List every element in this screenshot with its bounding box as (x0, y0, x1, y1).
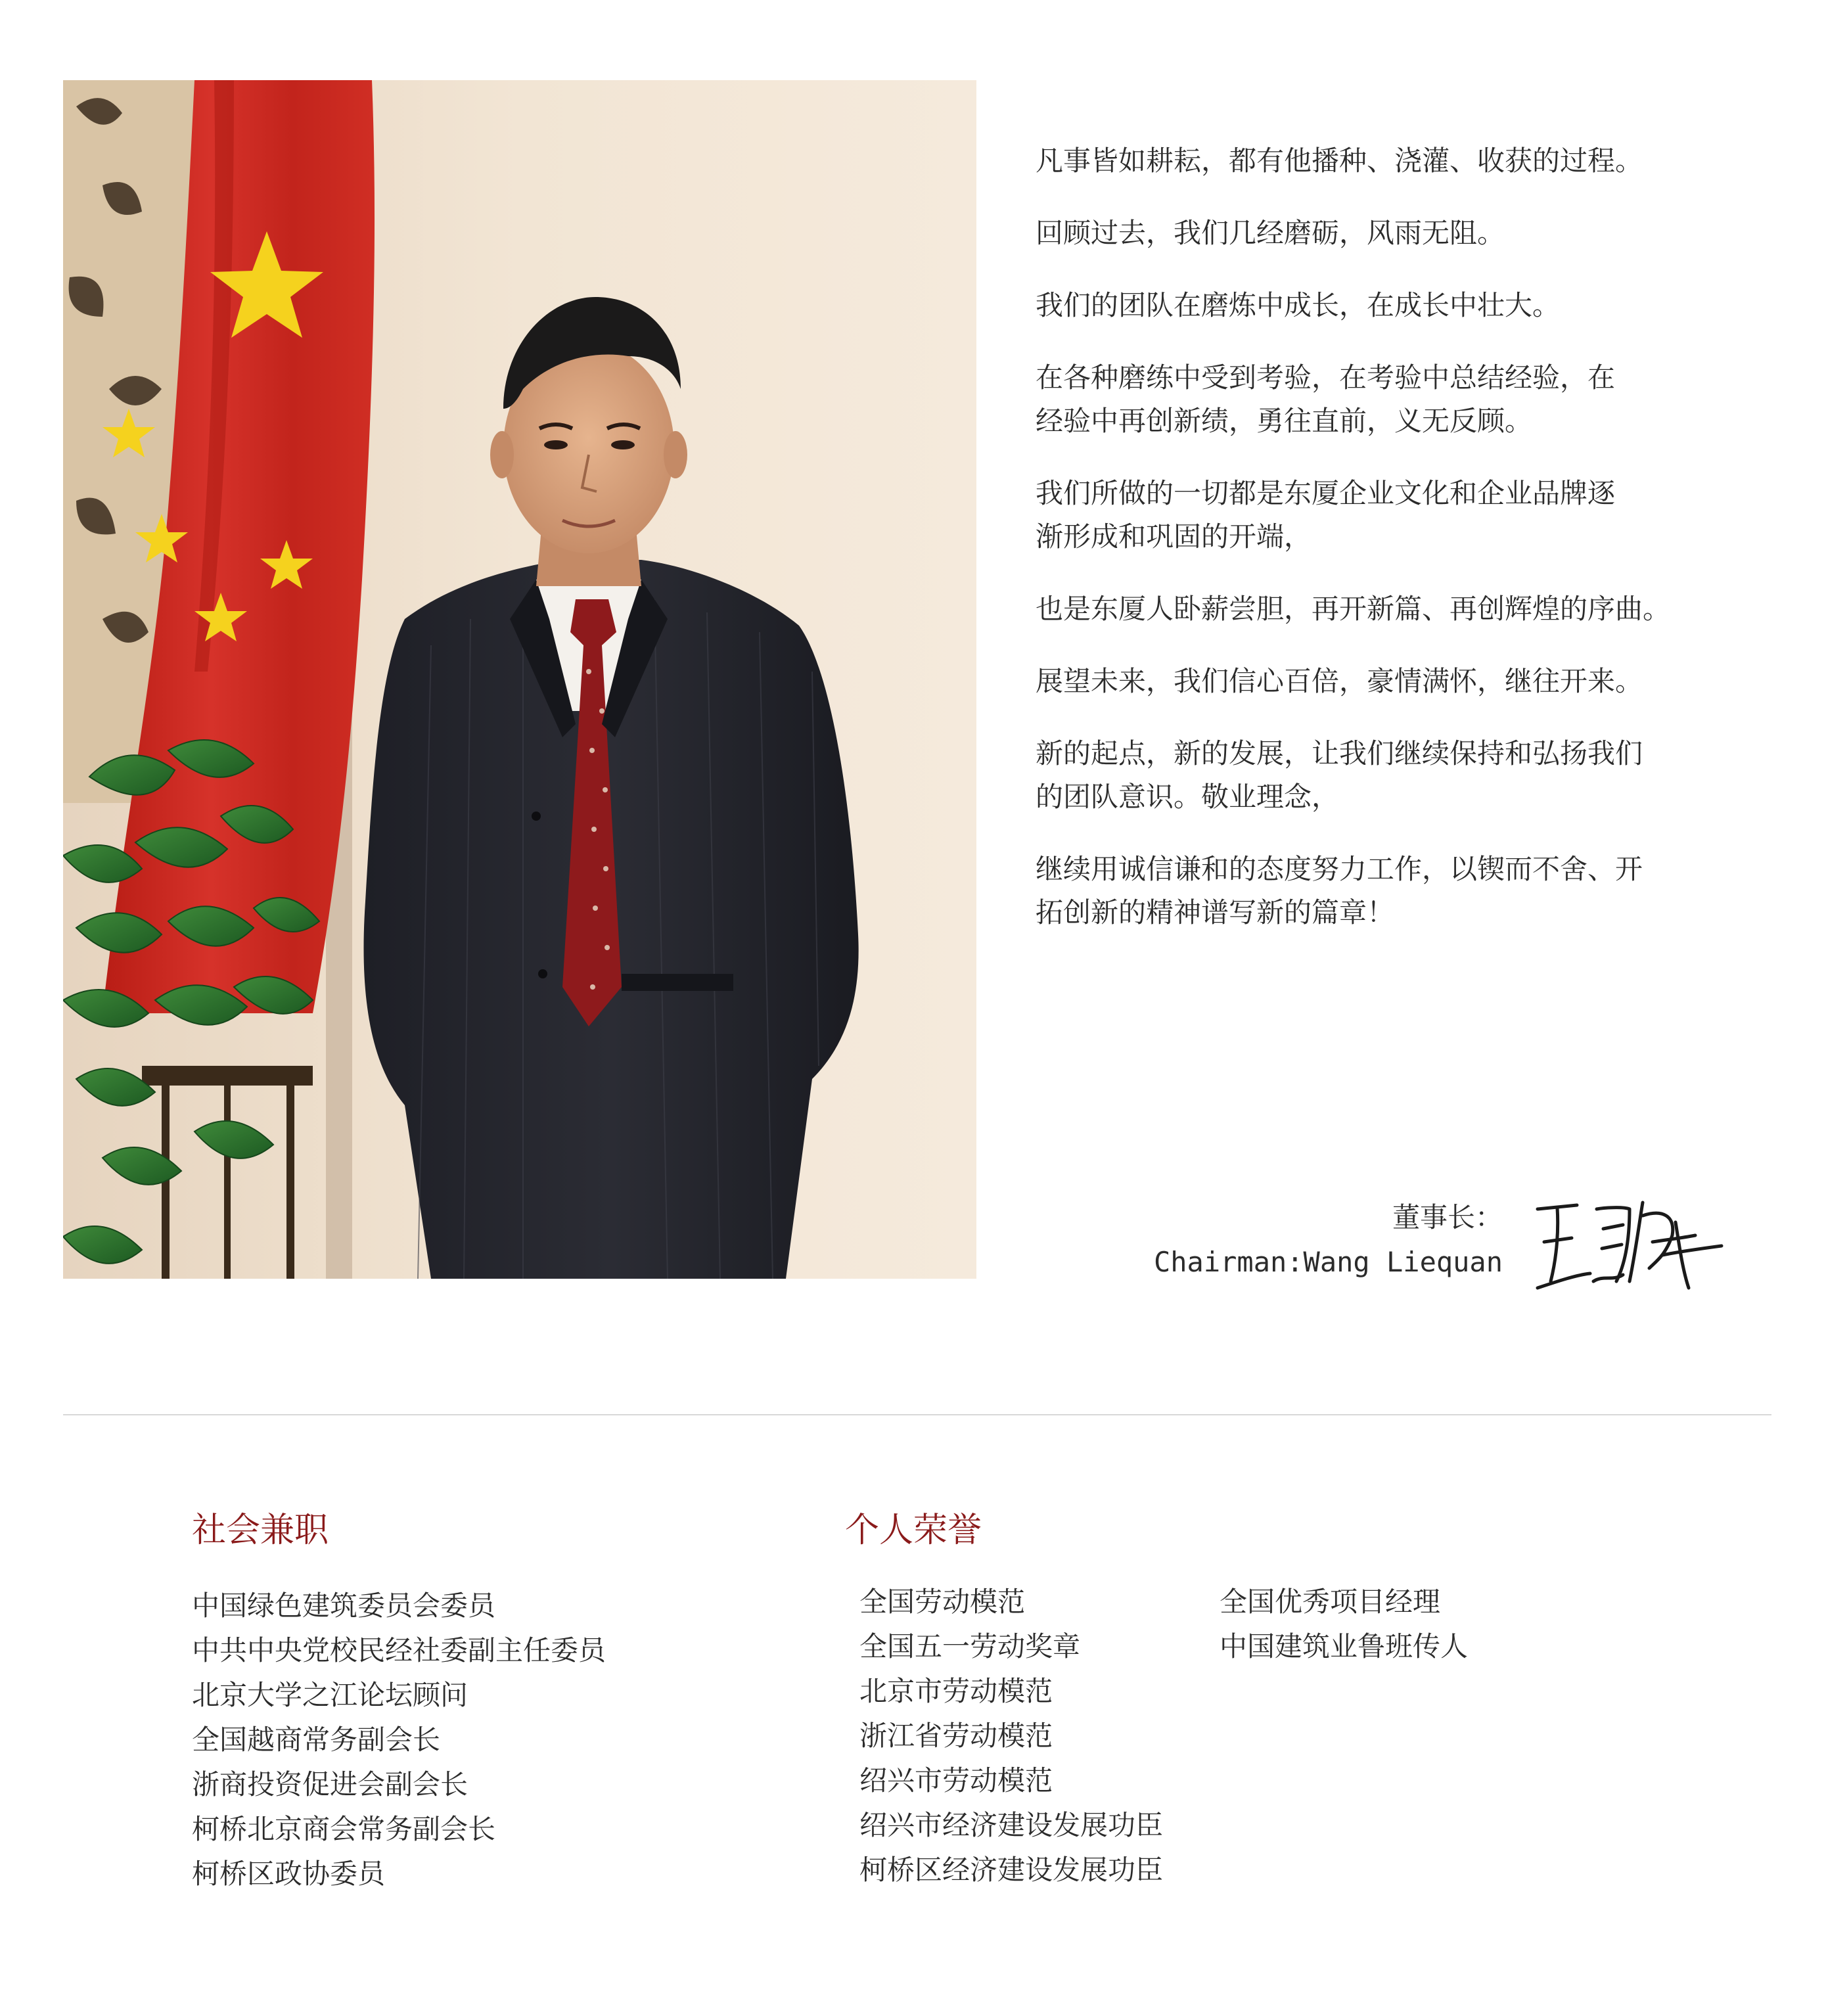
social-roles-heading: 社会兼职 (192, 1511, 329, 1550)
list-item: 北京市劳动模范 (859, 1675, 1053, 1707)
section-divider (63, 1414, 1771, 1415)
list-item: 柯桥区政协委员 (192, 1858, 386, 1890)
list-item: 绍兴市经济建设发展功臣 (859, 1809, 1164, 1841)
list-item: 柯桥区经济建设发展功臣 (859, 1854, 1164, 1886)
message-paragraph: 也是东厦人卧薪尝胆，再开新篇、再创辉煌的序曲。 (1036, 593, 1671, 625)
handwritten-signature-icon (1531, 1183, 1728, 1301)
list-item: 全国越商常务副会长 (192, 1724, 441, 1756)
chairman-portrait-photo (63, 80, 976, 1279)
honors-list-column-b (1220, 1580, 1468, 1669)
list-item: 北京大学之江论坛顾问 (192, 1679, 468, 1711)
list-item: 中国建筑业鲁班传人 (1220, 1630, 1469, 1662)
message-paragraph: 凡事皆如耕耘，都有他播种、浇灌、收获的过程。 (1036, 145, 1643, 177)
portrait-illustration (63, 80, 976, 1279)
message-paragraph: 回顾过去，我们几经磨砺，风雨无阻。 (1036, 217, 1505, 249)
list-item: 全国劳动模范 (859, 1586, 1026, 1618)
social-roles-list (192, 1584, 606, 1896)
honors-list-column-a (859, 1580, 1163, 1892)
chairman-message (1036, 139, 1752, 963)
list-item: 全国优秀项目经理 (1220, 1586, 1441, 1618)
message-paragraph: 展望未来，我们信心百倍，豪情满怀，继往开来。 (1036, 665, 1643, 697)
message-paragraph: 新的起点，新的发展，让我们继续保持和弘扬我们 的团队意识。敬业理念， (1036, 737, 1643, 813)
message-paragraph: 我们的团队在磨炼中成长，在成长中壮大。 (1036, 289, 1561, 321)
list-item: 中国绿色建筑委员会委员 (192, 1590, 496, 1622)
list-item: 中共中央党校民经社委副主任委员 (192, 1634, 606, 1666)
list-item: 绍兴市劳动模范 (859, 1764, 1053, 1797)
message-paragraph: 继续用诚信谦和的态度努力工作，以锲而不舍、开 拓创新的精神谱写新的篇章！ (1036, 853, 1643, 928)
list-item: 柯桥北京商会常务副会长 (192, 1813, 496, 1845)
honors-heading: 个人荣誉 (845, 1511, 982, 1550)
message-paragraph: 我们所做的一切都是东厦企业文化和企业品牌逐 渐形成和巩固的开端， (1036, 477, 1616, 553)
list-item: 浙江省劳动模范 (859, 1720, 1053, 1752)
list-item: 全国五一劳动奖章 (859, 1630, 1081, 1662)
list-item: 浙商投资促进会副会长 (192, 1768, 468, 1800)
message-paragraph: 在各种磨练中受到考验，在考验中总结经验，在 经验中再创新绩，勇往直前，义无反顾。 (1036, 361, 1616, 437)
signature-title: 董事长： (1392, 1201, 1503, 1233)
signature-name: Chairman:Wang Liequan (1153, 1246, 1503, 1278)
